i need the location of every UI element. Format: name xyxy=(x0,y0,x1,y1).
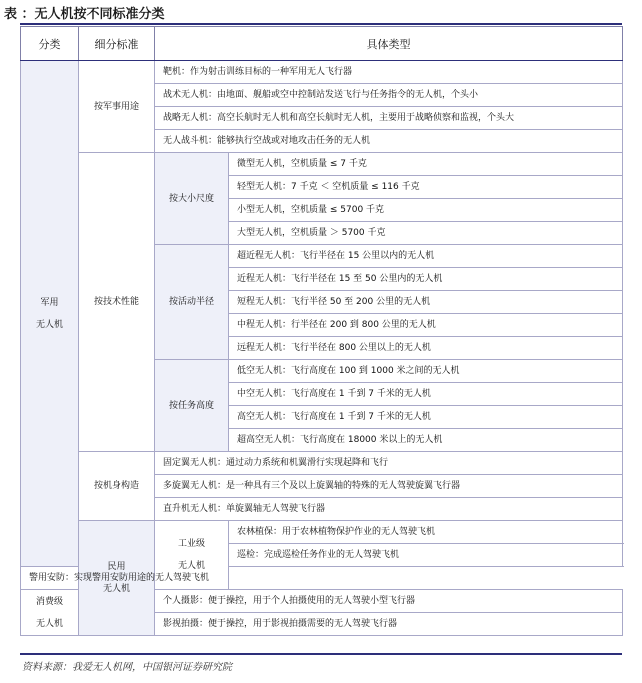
category-label: 民用 xyxy=(107,562,126,572)
header-types: 具体类型 xyxy=(155,27,623,61)
type-item: 短程无人机：飞行半径 50 至 200 公里的无人机 xyxy=(229,291,623,314)
type-item: 影视拍摄：便于操控，用于影视拍摄需要的无人驾驶飞行器 xyxy=(155,613,623,636)
type-item: 低空无人机：飞行高度在 100 到 1000 米之间的无人机 xyxy=(229,360,623,383)
table-row xyxy=(21,153,623,176)
type-item: 超高空无人机：飞行高度在 18000 米以上的无人机 xyxy=(229,429,623,452)
sub-label: 消费级 xyxy=(35,596,63,607)
type-item: 中空无人机：飞行高度在 1 千到 7 千米的无人机 xyxy=(229,383,623,406)
type-item: 靶机：作为射击训练目标的一种军用无人飞行器 xyxy=(155,61,623,84)
type-item: 战术无人机：由地面、舰船或空中控制站发送飞行与任务指令的无人机，个头小 xyxy=(155,84,623,107)
sub-consumer xyxy=(21,590,79,636)
sub-label: 无人机 xyxy=(35,618,63,629)
category-label: 无人机 xyxy=(35,319,63,330)
table-row xyxy=(21,521,623,544)
type-item: 远程无人机：飞行半径在 800 公里以上的无人机 xyxy=(229,337,623,360)
type-item: 轻型无人机：7 千克 ＜ 空机质量 ≤ 116 千克 xyxy=(229,176,623,199)
type-item: 农林植保：用于农林植物保护作业的无人驾驶飞机 xyxy=(229,521,623,544)
bottom-rule xyxy=(20,653,622,655)
sub-by-radius: 按活动半径 xyxy=(155,245,229,360)
table-title: 表 ：无人机按不同标准分类 xyxy=(4,7,165,22)
sub-by-structure: 按机身构造 xyxy=(79,452,155,521)
type-item: 中程无人机：行半径在 200 到 800 公里的无人机 xyxy=(229,314,623,337)
source-note: 资料来源：我爱无人机网，中国银河证券研究院 xyxy=(22,662,232,673)
type-item: 无人战斗机：能够执行空战或对地攻击任务的无人机 xyxy=(155,130,623,153)
category-military xyxy=(21,61,79,567)
type-item: 高空无人机：飞行高度在 1 千到 7 千米的无人机 xyxy=(229,406,623,429)
sub-by-altitude: 按任务高度 xyxy=(155,360,229,452)
category-label: 军用 xyxy=(40,297,59,308)
header-sub-standard: 细分标准 xyxy=(79,27,155,61)
sub-label: 无人机 xyxy=(177,561,205,571)
type-item: 固定翼无人机：通过动力系统和机翼滑行实现起降和飞行 xyxy=(155,452,623,475)
type-item: 近程无人机：飞行半径在 15 至 50 公里内的无人机 xyxy=(229,268,623,291)
type-item: 个人摄影：便于操控，用于个人拍摄使用的无人驾驶小型飞行器 xyxy=(155,590,623,613)
table-row xyxy=(21,61,623,84)
sub-by-use: 按军事用途 xyxy=(79,61,155,153)
type-item: 小型无人机，空机质量 ≤ 5700 千克 xyxy=(229,199,623,222)
type-item: 警用安防：实现警用安防用途的无人驾驶飞机 xyxy=(21,567,155,590)
type-item: 超近程无人机：飞行半径在 15 公里以内的无人机 xyxy=(229,245,623,268)
top-rule xyxy=(20,23,622,25)
header-row xyxy=(21,27,623,61)
type-item: 直升机无人机：单旋翼轴无人驾驶飞行器 xyxy=(155,498,623,521)
type-item: 战略无人机：高空长航时无人机和高空长航时无人机，主要用于战略侦察和监视，个头大 xyxy=(155,107,623,130)
type-item: 大型无人机，空机质量 ＞ 5700 千克 xyxy=(229,222,623,245)
type-item: 微型无人机，空机质量 ≤ 7 千克 xyxy=(229,153,623,176)
sub-by-performance: 按技术性能 xyxy=(79,153,155,452)
category-label: 无人机 xyxy=(102,584,130,594)
header-category: 分类 xyxy=(21,27,79,61)
table-row xyxy=(21,452,623,475)
classification-table xyxy=(20,26,623,636)
sub-by-size: 按大小尺度 xyxy=(155,153,229,245)
sub-label: 工业级 xyxy=(177,539,205,549)
type-item: 多旋翼无人机：是一种具有三个及以上旋翼轴的特殊的无人驾驶旋翼飞行器 xyxy=(155,475,623,498)
type-item: 巡检：完成巡检任务作业的无人驾驶飞机 xyxy=(229,544,623,567)
